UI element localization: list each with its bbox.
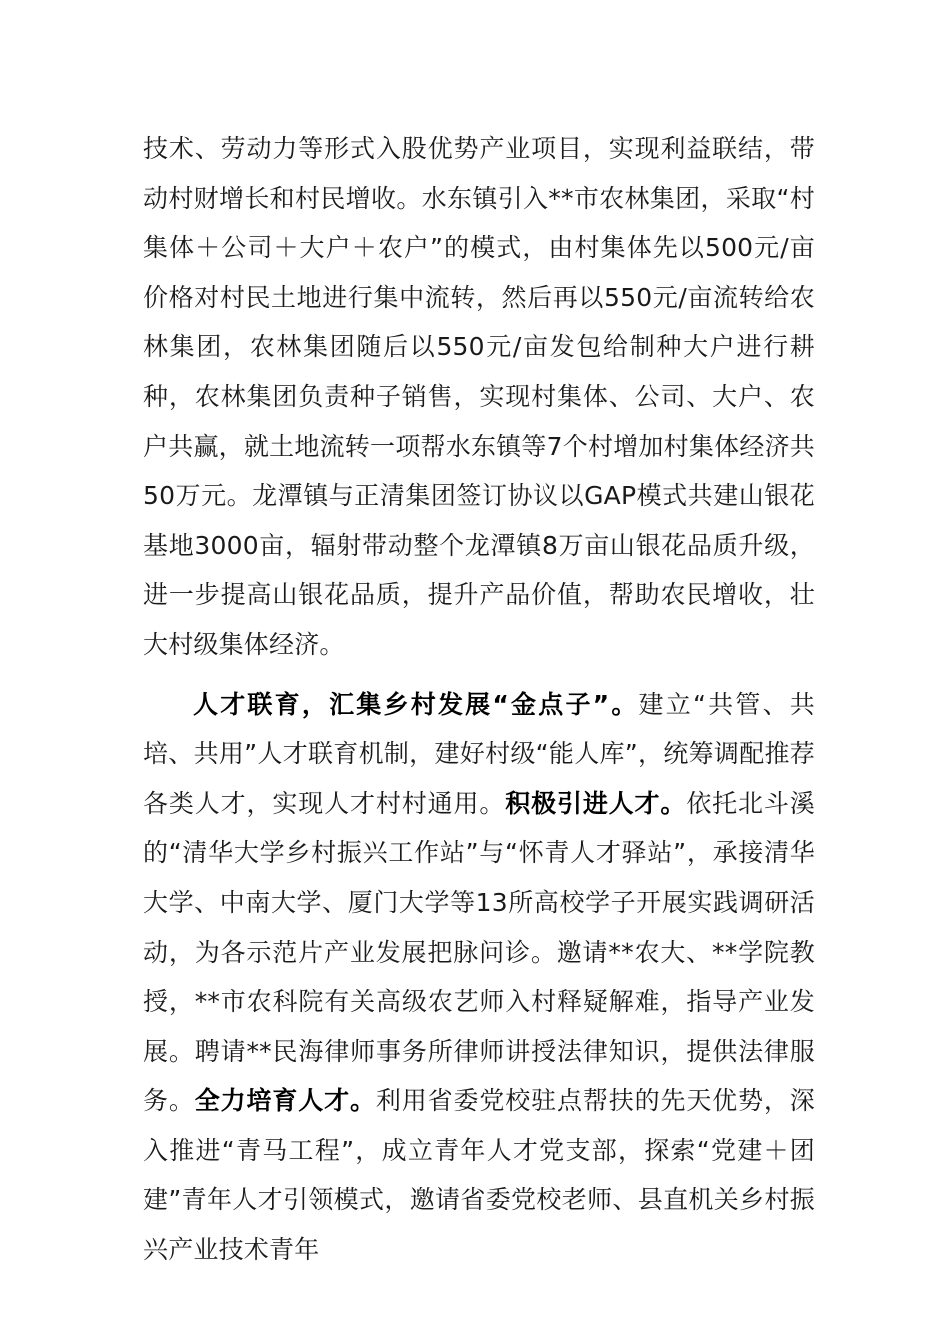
paragraph-text: 技术、劳动力等形式入股优势产业项目，实现利益联结，带动村财增长和村民增收。水东镇引入**市农林集团，采取“村集体＋公司＋大户＋农户”的模式，由村集体先以500元/亩价格对村民土地进行集中流转，然后再以550元/亩流转给农林集团，农林集团随后以550元/亩发包给制种大户进行耕种，农林集团负责种子销售，实现村集体、公司、大户、农户共赢，就土地流转一项帮水东镇等7个村增加村集体经济共50万元。龙潭镇与正清集团签订协议以GAP模式共建山银花基地3000亩，辐射带动整个龙潭镇8万亩山银花品质升级，进一步提高山银花品质，提升产品价值，帮助农民增收，壮大村级集体经济。 [143,134,815,659]
paragraph-industry-linkage [143,124,815,670]
section-heading-talent: 人才联育，汇集乡村发展“金点子”。 [193,689,639,719]
paragraph-text: 利用省委党校驻点帮扶的先天优势，深入推进“青马工程”，成立青年人才党支部，探索“党建＋团建”青年人才引领模式，邀请省委党校老师、县直机关乡村振兴产业技术青年 [143,1086,816,1265]
subheading-introduce-talent: 积极引进人才。 [505,788,687,818]
paragraph-text: 建立“共管、共培、共用”人才联育机制，建好村级“能人库”，统筹调配推荐各类人才，实现人才村村通用。 [143,689,815,818]
document-body [143,124,815,1275]
subheading-cultivate-talent: 全力培育人才。 [194,1086,376,1116]
paragraph-text: 依托北斗溪的“清华大学乡村振兴工作站”与“怀青人才驿站”，承接清华大学、中南大学、厦门大学等13所高校学子开展实践调研活动，为各示范片产业发展把脉问诊。邀请**农大、**学院教授，**市农科院有关高级农艺师入村释疑解难，指导产业发展。聘请**民海律师事务所律师讲授法律知识，提供法律服务。 [143,788,815,1116]
paragraph-talent-cultivation [143,680,815,1275]
